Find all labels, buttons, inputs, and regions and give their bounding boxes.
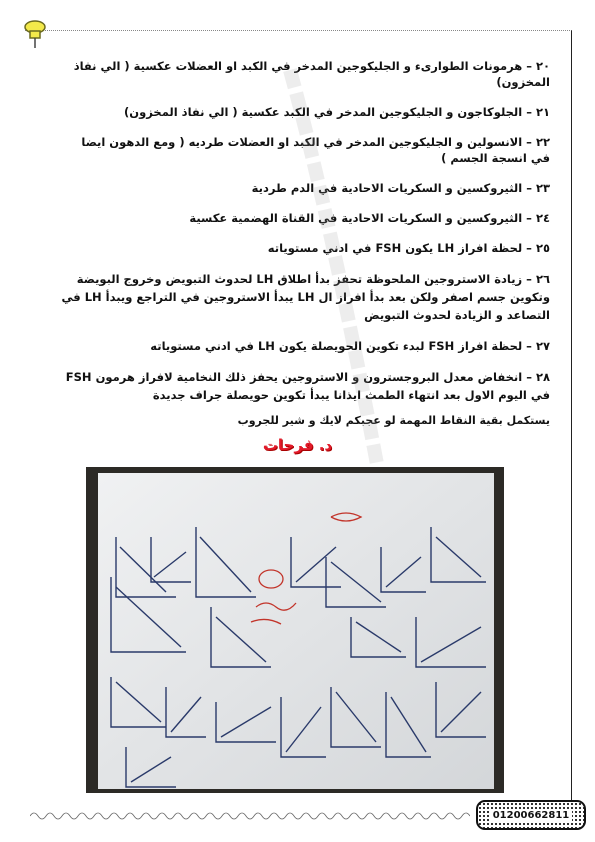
phone-number: 01200662811 (490, 809, 573, 822)
list-item: ٢٢ – الانسولين و الجليكوجين المدخر في الكبد او العضلات طرديه ( ومع الدهون ايضا في انسجة الجسم ) (81, 135, 550, 165)
pushpin-icon (22, 18, 48, 50)
list-item: ٢٦ – زيادة الاستروجين الملحوظة تحفز بدأ اطلاق LH لحدوث التبويض وخروج البويضة وتكوين جسم اصفر ولكن بعد بدأ افراز ال LH يبدأ الاستروجين في التراجع ويبدأ LH في التصاعد و الزيادة لحدوث التبويض (61, 272, 550, 322)
list-item: ٢٧ – لحظة افراز FSH لبدء تكوين الحويصلة يكون LH في ادني مستوياته (150, 339, 550, 353)
list-item: ٢١ – الجلوكاجون و الجليكوجين المدخر في الكبد عكسية ( الي نفاذ المخزون) (124, 105, 550, 119)
list-item: ٢٣ – الثيروكسين و السكريات الاحادية في الدم طردية (251, 181, 550, 195)
wavy-bottom-border (30, 808, 470, 824)
closing-text: يستكمل بقية النقاط المهمة لو عجبكم لايك و شير للجروب (237, 414, 550, 427)
whiteboard-photo (86, 467, 504, 793)
phone-badge (476, 800, 586, 830)
list-item: ٢٠ – هرمونات الطوارىء و الجليكوجين المدخر في الكبد او العضلات عكسية ( الي نفاذ المخزون) (73, 59, 550, 89)
author-signature: د. فرحات (262, 436, 333, 454)
list-item: ٢٤ – الثيروكسين و السكريات الاحادية في القناة الهضمية عكسية (189, 211, 550, 225)
list-item: ٢٥ – لحظة افراز LH يكون FSH في ادني مستوياته (267, 241, 550, 255)
list-item: ٢٨ – انخفاض معدل البروجسترون و الاستروجين يحفز ذلك النخامية لافراز هرمون FSH في اليوم الاول بعد انتهاء الطمث ايذانا يبدأ تكوين حويصلة جراف جديدة (65, 370, 550, 402)
points-list (60, 58, 550, 427)
